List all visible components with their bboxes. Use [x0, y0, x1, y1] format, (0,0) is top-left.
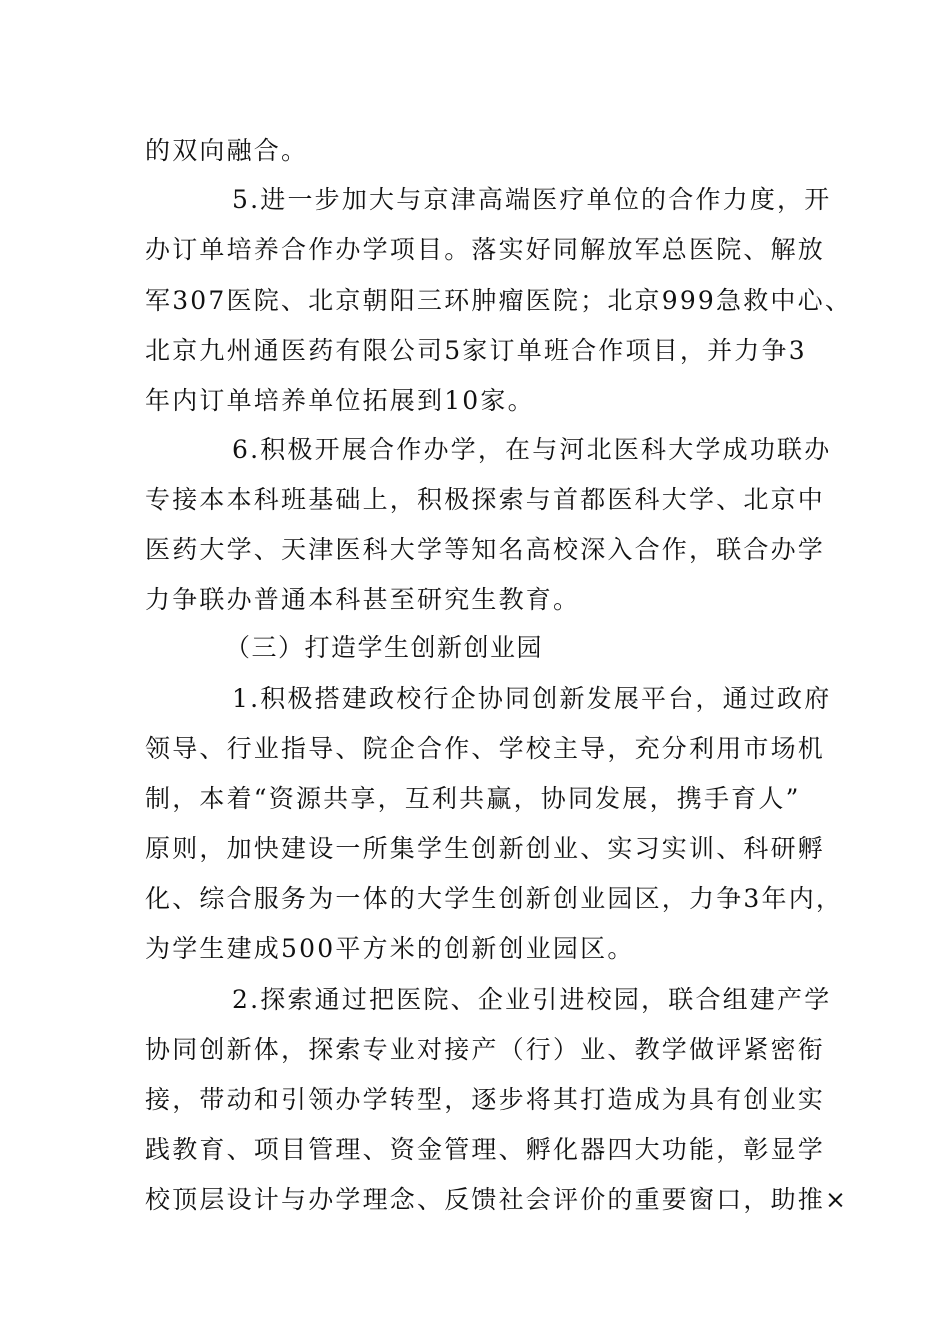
text-line: 北京九州通医药有限公司5家订单班合作项目，并力争3: [145, 336, 807, 365]
text-line: 践教育、项目管理、资金管理、孵化器四大功能，彰显学: [145, 1135, 826, 1164]
text-line: 协同创新体，探索专业对接产（行）业、教学做评紧密衔: [145, 1035, 826, 1064]
paragraph-2-start: 2.探索通过把医院、企业引进校园，联合组建产学: [232, 985, 832, 1014]
text-line: 军307医院、北京朝阳三环肿瘤医院；北京999急救中心、: [145, 286, 853, 315]
paragraph-5-start: 5.进一步加大与京津高端医疗单位的合作力度，开: [232, 185, 832, 214]
text-line: 原则，加快建设一所集学生创新创业、实习实训、科研孵: [145, 834, 826, 863]
text-line: 制，本着“资源共享，互利共赢，协同发展，携手育人”: [145, 784, 801, 813]
text-line: 的双向融合。: [145, 136, 309, 165]
text-line: 接，带动和引领办学转型，逐步将其打造成为具有创业实: [145, 1085, 826, 1114]
paragraph-6-start: 6.积极开展合作办学，在与河北医科大学成功联办: [232, 435, 832, 464]
text-line: 专接本本科班基础上，积极探索与首都医科大学、北京中: [145, 485, 826, 514]
text-line: 医药大学、天津医科大学等知名高校深入合作，联合办学: [145, 535, 826, 564]
text-line: 力争联办普通本科甚至研究生教育。: [145, 585, 581, 614]
text-line: 化、综合服务为一体的大学生创新创业园区，力争3年内，: [145, 884, 844, 913]
text-line: 领导、行业指导、院企合作、学校主导，充分利用市场机: [145, 734, 826, 763]
paragraph-1-start: 1.积极搭建政校行企协同创新发展平台，通过政府: [232, 684, 832, 713]
text-line: 为学生建成500平方米的创新创业园区。: [145, 934, 635, 963]
text-line: 年内订单培养单位拓展到10家。: [145, 386, 535, 415]
text-line: 办订单培养合作办学项目。落实好同解放军总医院、解放: [145, 235, 826, 264]
section-heading: （三）打造学生创新创业园: [225, 633, 544, 662]
text-line: 校顶层设计与办学理念、反馈社会评价的重要窗口，助推×: [145, 1185, 849, 1214]
